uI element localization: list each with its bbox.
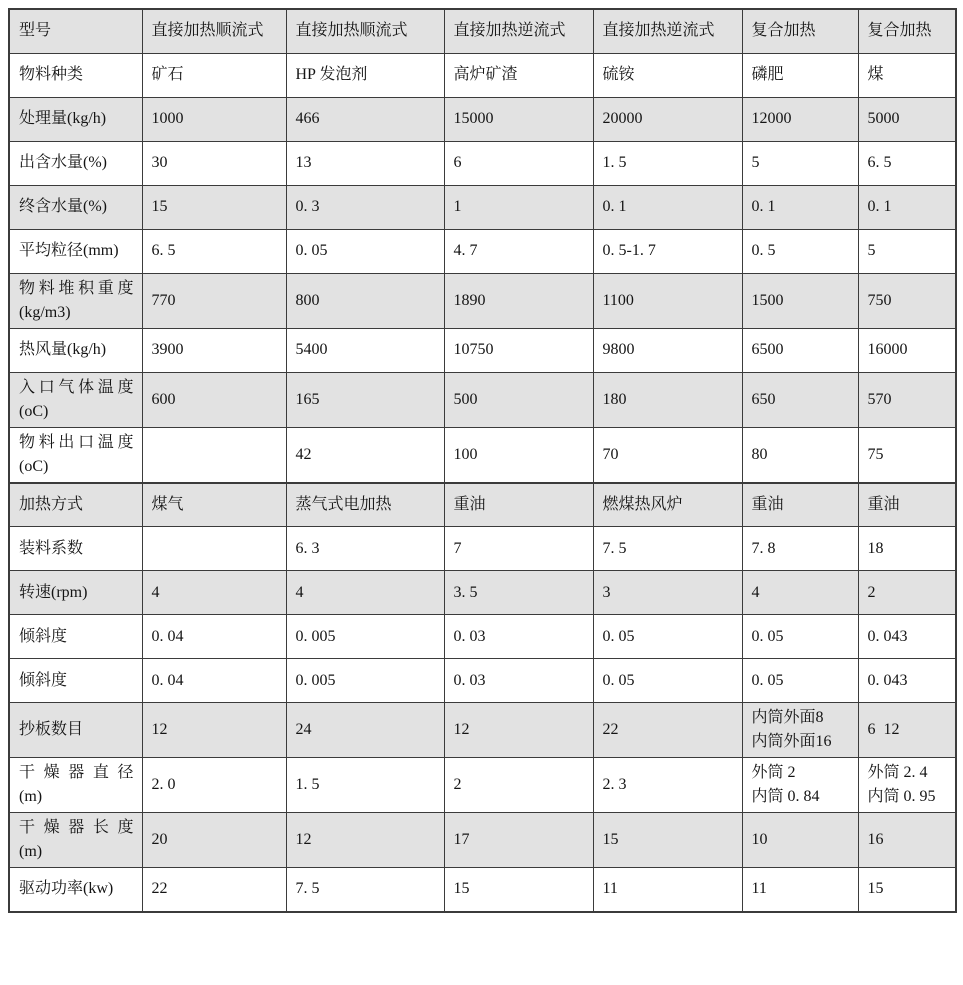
value-line: 重油 xyxy=(453,495,486,513)
value-cell xyxy=(593,372,742,427)
value-line: 1500 xyxy=(751,291,784,309)
row-label xyxy=(9,97,142,141)
value-line: 42 xyxy=(295,445,312,463)
value-line: 18 xyxy=(867,539,884,557)
value-line: 直接加热逆流式 xyxy=(453,22,566,40)
value-cell xyxy=(142,659,286,703)
value-line: 外筒 2 xyxy=(751,764,796,781)
value-line: 0. 1 xyxy=(751,198,776,215)
row-label xyxy=(9,868,142,912)
value-line: 磷肥 xyxy=(751,66,784,83)
value-cell xyxy=(742,483,858,527)
value-cell xyxy=(286,141,444,185)
table-row xyxy=(9,813,956,868)
value-cell xyxy=(444,868,593,912)
value-line: 17 xyxy=(453,831,470,848)
value-line: 1000 xyxy=(151,110,184,127)
value-line: 650 xyxy=(751,390,776,408)
row-label xyxy=(9,427,142,483)
table-row xyxy=(9,97,956,141)
value-cell xyxy=(742,97,858,141)
value-line: 15000 xyxy=(453,110,494,127)
value-line: 12 xyxy=(295,831,312,848)
value-cell xyxy=(858,229,956,273)
value-line: 466 xyxy=(295,110,320,127)
row-label xyxy=(9,53,142,97)
value-line: 770 xyxy=(151,291,176,309)
value-line: 复合加热 xyxy=(867,22,932,40)
row-label-line: 干燥器长度 xyxy=(19,819,134,836)
table-row xyxy=(9,141,956,185)
value-line: 2. 0 xyxy=(151,776,176,793)
value-line: 3. 5 xyxy=(453,583,478,601)
value-cell xyxy=(858,9,956,53)
value-line: 12 xyxy=(151,721,168,738)
row-label-line: 物料种类 xyxy=(19,66,84,83)
value-line: 重油 xyxy=(751,495,784,513)
row-label xyxy=(9,328,142,372)
value-cell xyxy=(593,703,742,758)
value-cell xyxy=(142,97,286,141)
value-cell xyxy=(742,141,858,185)
value-cell xyxy=(444,813,593,868)
value-cell xyxy=(593,527,742,571)
table-row xyxy=(9,758,956,813)
value-cell xyxy=(593,185,742,229)
row-label-line: 加热方式 xyxy=(19,495,84,513)
value-cell xyxy=(593,758,742,813)
value-cell xyxy=(444,328,593,372)
value-cell xyxy=(142,813,286,868)
value-line: 5 xyxy=(867,242,876,259)
value-line: 1100 xyxy=(602,291,634,309)
value-line: 600 xyxy=(151,390,176,408)
value-line: 1. 5 xyxy=(602,154,627,171)
value-line: 7. 5 xyxy=(602,539,627,557)
value-line: 内筒 0. 84 xyxy=(751,788,820,805)
row-label xyxy=(9,813,142,868)
value-cell xyxy=(858,813,956,868)
table-row xyxy=(9,273,956,328)
table-row xyxy=(9,527,956,571)
value-cell xyxy=(444,97,593,141)
value-line: 煤 xyxy=(867,66,884,83)
value-line: 0. 03 xyxy=(453,627,486,645)
value-cell xyxy=(142,229,286,273)
table-row xyxy=(9,659,956,703)
value-line: 高炉矿渣 xyxy=(453,66,518,83)
value-cell xyxy=(286,9,444,53)
value-line: 24 xyxy=(295,721,312,738)
value-line: 4. 7 xyxy=(453,242,478,259)
value-line: 7. 8 xyxy=(751,539,776,557)
value-line: 165 xyxy=(295,390,320,408)
value-line: 直接加热顺流式 xyxy=(151,22,264,40)
row-label xyxy=(9,703,142,758)
value-cell xyxy=(444,427,593,483)
value-cell xyxy=(444,273,593,328)
row-label-line: 处理量(kg/h) xyxy=(19,110,107,127)
row-label-line: 抄板数目 xyxy=(19,721,84,738)
value-line: 燃煤热风炉 xyxy=(602,495,683,513)
value-line: 2. 3 xyxy=(602,776,627,793)
value-cell xyxy=(858,483,956,527)
value-cell xyxy=(593,571,742,615)
row-label xyxy=(9,9,142,53)
value-cell xyxy=(858,273,956,328)
value-cell xyxy=(444,483,593,527)
value-line: 9800 xyxy=(602,341,635,358)
row-label xyxy=(9,758,142,813)
row-label xyxy=(9,615,142,659)
value-cell xyxy=(742,813,858,868)
value-line: 22 xyxy=(151,880,168,898)
value-line: 0. 05 xyxy=(295,242,328,259)
value-line: 1 xyxy=(453,198,462,215)
value-cell xyxy=(742,527,858,571)
value-cell xyxy=(593,97,742,141)
value-cell xyxy=(593,328,742,372)
value-line: 100 xyxy=(453,445,478,463)
value-cell xyxy=(142,483,286,527)
row-label-line: 装料系数 xyxy=(19,539,84,557)
value-line: 0. 005 xyxy=(295,671,336,689)
value-cell xyxy=(286,229,444,273)
value-cell xyxy=(742,659,858,703)
value-line: 10750 xyxy=(453,341,494,358)
value-cell xyxy=(142,53,286,97)
table-row xyxy=(9,615,956,659)
value-cell xyxy=(858,659,956,703)
value-line: 75 xyxy=(867,445,884,463)
value-line: 0. 04 xyxy=(151,671,184,689)
row-label xyxy=(9,483,142,527)
row-label xyxy=(9,273,142,328)
value-cell xyxy=(286,703,444,758)
row-label-line: 出含水量(%) xyxy=(19,154,107,171)
value-line: 0. 5-1. 7 xyxy=(602,242,656,259)
value-line: 10 xyxy=(751,831,768,848)
value-line: 0. 5 xyxy=(751,242,776,259)
value-cell xyxy=(142,703,286,758)
value-cell xyxy=(444,703,593,758)
value-line: 750 xyxy=(867,291,892,309)
value-cell xyxy=(444,229,593,273)
value-cell xyxy=(444,372,593,427)
value-line: 70 xyxy=(602,445,619,463)
row-label-line: 热风量(kg/h) xyxy=(19,341,107,358)
row-label-line: (kg/m3) xyxy=(19,303,71,321)
value-line: 15 xyxy=(867,880,884,898)
value-cell xyxy=(286,659,444,703)
value-line: 重油 xyxy=(867,495,900,513)
value-line: 570 xyxy=(867,390,892,408)
row-label-line: 倾斜度 xyxy=(19,627,68,645)
value-cell xyxy=(286,483,444,527)
value-cell xyxy=(593,659,742,703)
row-label-line: 物料出口温度 xyxy=(19,433,134,451)
value-line: 16 xyxy=(867,831,884,848)
table-row xyxy=(9,328,956,372)
value-line: 内筒 0. 95 xyxy=(867,788,936,805)
table-row xyxy=(9,703,956,758)
value-cell xyxy=(593,615,742,659)
table-row xyxy=(9,427,956,483)
value-line: 硫铵 xyxy=(602,66,635,83)
value-cell xyxy=(858,868,956,912)
value-cell xyxy=(286,571,444,615)
value-cell xyxy=(742,185,858,229)
value-line: 0. 3 xyxy=(295,198,320,215)
table-row xyxy=(9,53,956,97)
row-label xyxy=(9,372,142,427)
row-label-line: 倾斜度 xyxy=(19,671,68,689)
value-line: 7 xyxy=(453,539,462,557)
value-line: 6. 3 xyxy=(295,539,320,557)
spec-table xyxy=(8,8,957,913)
value-cell xyxy=(858,328,956,372)
value-cell xyxy=(858,758,956,813)
value-line: 4 xyxy=(751,583,760,601)
value-line: 5400 xyxy=(295,341,328,358)
value-line: 6. 5 xyxy=(151,242,176,259)
value-cell xyxy=(742,328,858,372)
value-cell xyxy=(142,427,286,483)
value-line: HP 发泡剂 xyxy=(295,66,368,83)
value-cell xyxy=(742,868,858,912)
value-cell xyxy=(286,97,444,141)
value-line: 6 xyxy=(453,154,462,171)
value-line: 矿石 xyxy=(151,66,184,83)
value-cell xyxy=(286,758,444,813)
row-label-line: (oC) xyxy=(19,457,49,475)
value-line: 6 12 xyxy=(867,721,900,738)
value-line: 3 xyxy=(602,583,611,601)
value-cell xyxy=(593,9,742,53)
value-cell xyxy=(858,141,956,185)
row-label-line: 驱动功率(kw) xyxy=(19,880,114,898)
value-line: 0. 1 xyxy=(867,198,892,215)
value-line: 0. 1 xyxy=(602,198,627,215)
table-row xyxy=(9,9,956,53)
value-line: 内筒外面16 xyxy=(751,733,832,750)
value-cell xyxy=(444,758,593,813)
value-cell xyxy=(742,427,858,483)
row-label-line: 转速(rpm) xyxy=(19,583,88,601)
row-label-line: 型号 xyxy=(19,22,52,40)
value-cell xyxy=(593,427,742,483)
value-line: 11 xyxy=(602,880,618,898)
value-line: 20000 xyxy=(602,110,643,127)
value-cell xyxy=(286,185,444,229)
value-line: 直接加热顺流式 xyxy=(295,22,408,40)
value-cell xyxy=(142,758,286,813)
value-line: 复合加热 xyxy=(751,22,816,40)
value-cell xyxy=(444,141,593,185)
table-row xyxy=(9,229,956,273)
value-line: 500 xyxy=(453,390,478,408)
value-line: 0. 043 xyxy=(867,627,908,645)
value-cell xyxy=(593,229,742,273)
value-line: 13 xyxy=(295,154,312,171)
value-cell xyxy=(742,372,858,427)
value-cell xyxy=(742,758,858,813)
value-cell xyxy=(593,813,742,868)
value-cell xyxy=(444,571,593,615)
value-cell xyxy=(593,141,742,185)
value-line: 5 xyxy=(751,154,760,171)
row-label xyxy=(9,571,142,615)
value-line: 22 xyxy=(602,721,619,738)
value-cell xyxy=(286,53,444,97)
table-row xyxy=(9,571,956,615)
value-cell xyxy=(742,53,858,97)
value-line: 15 xyxy=(151,198,168,215)
value-line: 内筒外面8 xyxy=(751,709,824,726)
value-line: 800 xyxy=(295,291,320,309)
value-line: 15 xyxy=(602,831,619,848)
row-label-line: 终含水量(%) xyxy=(19,198,107,215)
value-line: 1. 5 xyxy=(295,776,320,793)
value-line: 0. 03 xyxy=(453,671,486,689)
value-line: 20 xyxy=(151,831,168,848)
value-cell xyxy=(142,141,286,185)
value-cell xyxy=(858,703,956,758)
value-cell xyxy=(742,229,858,273)
value-cell xyxy=(142,372,286,427)
value-line: 4 xyxy=(151,583,160,601)
value-line: 0. 043 xyxy=(867,671,908,689)
row-label-line: 干燥器直径 xyxy=(19,764,134,781)
value-line: 0. 005 xyxy=(295,627,336,645)
value-cell xyxy=(444,53,593,97)
value-line: 4 xyxy=(295,583,304,601)
value-cell xyxy=(142,9,286,53)
value-line: 180 xyxy=(602,390,627,408)
table-row xyxy=(9,372,956,427)
value-line: 2 xyxy=(867,583,876,601)
value-line: 0. 05 xyxy=(751,671,784,689)
row-label xyxy=(9,185,142,229)
value-cell xyxy=(742,9,858,53)
value-line: 15 xyxy=(453,880,470,898)
value-line: 5000 xyxy=(867,110,900,127)
value-cell xyxy=(142,868,286,912)
value-cell xyxy=(444,615,593,659)
value-cell xyxy=(142,615,286,659)
value-line: 外筒 2. 4 xyxy=(867,764,928,781)
value-line: 2 xyxy=(453,776,462,793)
row-label xyxy=(9,527,142,571)
value-cell xyxy=(142,185,286,229)
value-cell xyxy=(444,9,593,53)
value-cell xyxy=(593,53,742,97)
value-cell xyxy=(286,868,444,912)
value-cell xyxy=(858,427,956,483)
value-cell xyxy=(286,527,444,571)
value-line: 12 xyxy=(453,721,470,738)
value-cell xyxy=(444,185,593,229)
row-label-line: 平均粒径(mm) xyxy=(19,242,119,259)
value-line: 蒸气式电加热 xyxy=(295,495,392,513)
value-line: 6500 xyxy=(751,341,784,358)
value-line: 1890 xyxy=(453,291,486,309)
value-cell xyxy=(286,273,444,328)
value-cell xyxy=(593,868,742,912)
value-cell xyxy=(142,328,286,372)
table-row xyxy=(9,185,956,229)
value-cell xyxy=(858,97,956,141)
value-cell xyxy=(286,372,444,427)
value-line: 12000 xyxy=(751,110,792,127)
row-label xyxy=(9,229,142,273)
value-cell xyxy=(742,571,858,615)
value-cell xyxy=(286,328,444,372)
value-line: 0. 05 xyxy=(602,671,635,689)
spec-table-body xyxy=(9,9,956,912)
value-cell xyxy=(444,659,593,703)
value-cell xyxy=(142,527,286,571)
value-line: 3900 xyxy=(151,341,184,358)
value-line: 煤气 xyxy=(151,495,184,513)
value-cell xyxy=(286,427,444,483)
value-line: 11 xyxy=(751,880,767,898)
value-cell xyxy=(286,615,444,659)
row-label-line: (m) xyxy=(19,788,43,805)
row-label-line: 物料堆积重度 xyxy=(19,279,134,297)
value-cell xyxy=(742,703,858,758)
row-label xyxy=(9,659,142,703)
value-cell xyxy=(142,273,286,328)
value-line: 0. 05 xyxy=(602,627,635,645)
row-label-line: 入口气体温度 xyxy=(19,378,134,396)
value-cell xyxy=(742,615,858,659)
value-line: 0. 04 xyxy=(151,627,184,645)
value-cell xyxy=(593,273,742,328)
value-line: 16000 xyxy=(867,341,908,358)
value-cell xyxy=(142,571,286,615)
value-cell xyxy=(858,527,956,571)
row-label xyxy=(9,141,142,185)
value-cell xyxy=(858,372,956,427)
value-cell xyxy=(858,615,956,659)
table-row xyxy=(9,868,956,912)
row-label-line: (m) xyxy=(19,843,43,860)
value-cell xyxy=(858,571,956,615)
value-line: 80 xyxy=(751,445,768,463)
value-cell xyxy=(593,483,742,527)
value-cell xyxy=(286,813,444,868)
table-row xyxy=(9,483,956,527)
value-cell xyxy=(858,185,956,229)
value-cell xyxy=(742,273,858,328)
value-line: 30 xyxy=(151,154,168,171)
value-line: 6. 5 xyxy=(867,154,892,171)
value-line: 0. 05 xyxy=(751,627,784,645)
value-line: 7. 5 xyxy=(295,880,320,898)
value-line: 直接加热逆流式 xyxy=(602,22,715,40)
value-cell xyxy=(444,527,593,571)
value-cell xyxy=(858,53,956,97)
row-label-line: (oC) xyxy=(19,402,49,420)
